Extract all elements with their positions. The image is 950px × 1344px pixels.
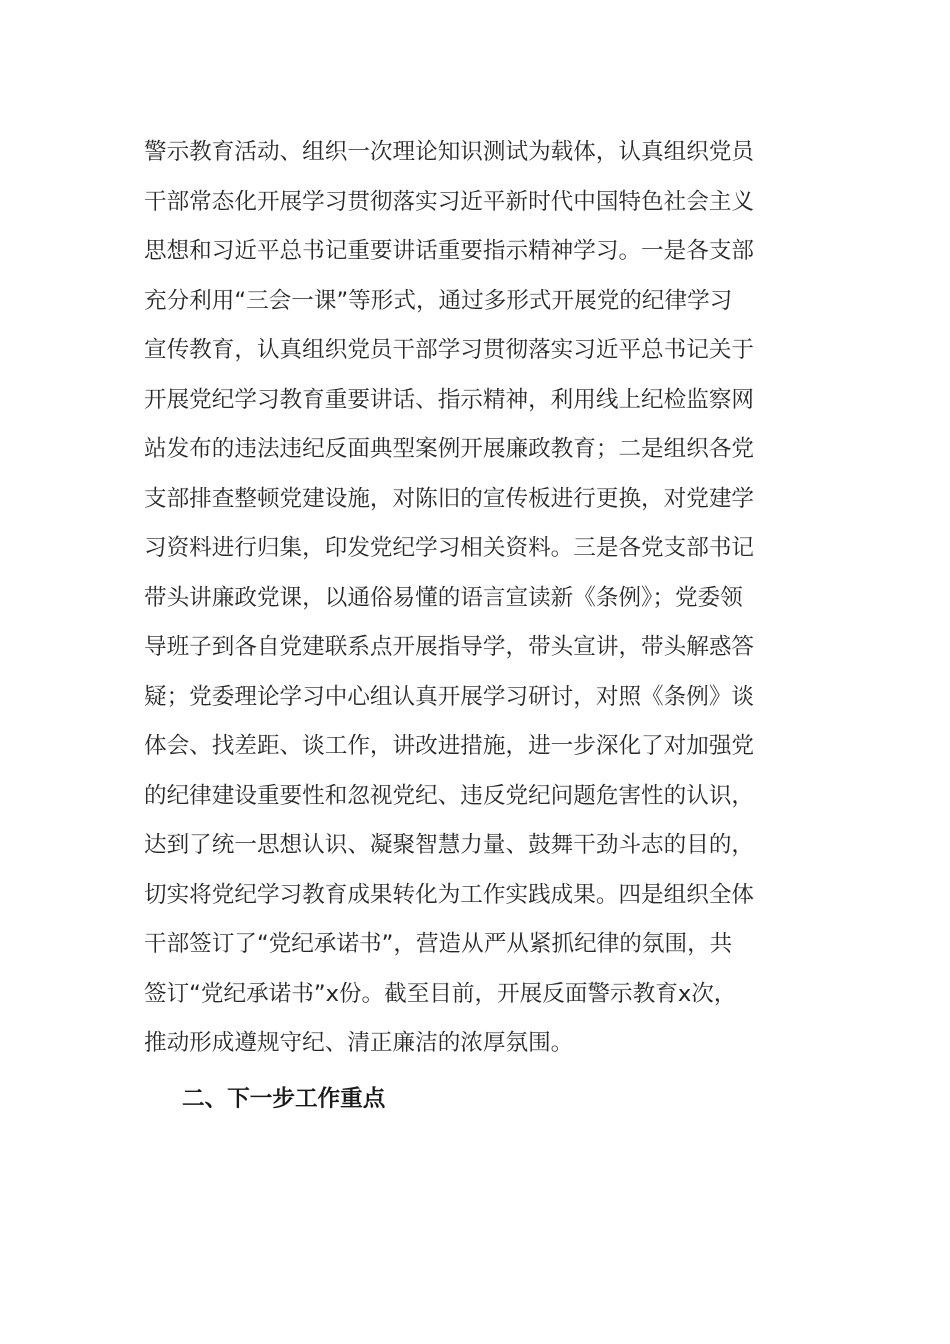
paragraph-line: 开展党纪学习教育重要讲话、指示精神，利用线上纪检监察网 [144, 386, 755, 413]
paragraph-line: 干部常态化开展学习贯彻落实习近平新时代中国特色社会主义 [144, 188, 755, 215]
paragraph-line: 思想和习近平总书记重要讲话重要指示精神学习。一是各支部 [144, 238, 755, 264]
paragraph-line: 支部排查整顿党建设施，对陈旧的宣传板进行更换，对党建学 [144, 485, 755, 512]
paragraph-line: 切实将党纪学习教育成果转化为工作实践成果。四是组织全体 [144, 881, 755, 908]
paragraph-line: 警示教育活动、组织一次理论知识测试为载体，认真组织党员 [144, 139, 755, 165]
paragraph-line: 体会、找差距、谈工作，讲改进措施，进一步深化了对加强党 [144, 733, 755, 759]
paragraph-line: 宣传教育，认真组织党员干部学习贯彻落实习近平总书记关于 [144, 337, 755, 363]
section-heading: 二、下一步工作重点 [182, 1086, 386, 1112]
paragraph-line: 达到了统一思想认识、凝聚智慧力量、鼓舞干劲斗志的目的， [144, 832, 755, 858]
paragraph-line: 带头讲廉政党课，以通俗易懂的语言宣读新《条例》；党委领 [144, 584, 743, 611]
paragraph-line: 干部签订了“党纪承诺书”，营造从严从紧抓纪律的氛围，共 [144, 931, 733, 957]
paragraph-line: 充分利用“三会一课”等形式，通过多形式开展党的纪律学习 [144, 287, 733, 314]
paragraph-line: 疑；党委理论学习中心组认真开展学习研讨，对照《条例》谈 [144, 683, 755, 710]
body-paragraph [144, 128, 804, 1069]
paragraph-line: 站发布的违法违纪反面典型案例开展廉政教育；二是组织各党 [144, 436, 755, 462]
paragraph-line: 签订“党纪承诺书”x份。截至目前，开展反面警示教育x次， [144, 980, 737, 1007]
paragraph-line: 导班子到各自党建联系点开展指导学，带头宣讲，带头解惑答 [144, 634, 755, 660]
paragraph-line: 推动形成遵规守纪、清正廉洁的浓厚氛围。 [144, 1030, 574, 1056]
paragraph-line: 的纪律建设重要性和忽视党纪、违反党纪问题危害性的认识， [144, 782, 755, 809]
paragraph-line: 习资料进行归集，印发党纪学习相关资料。三是各党支部书记 [144, 535, 755, 561]
